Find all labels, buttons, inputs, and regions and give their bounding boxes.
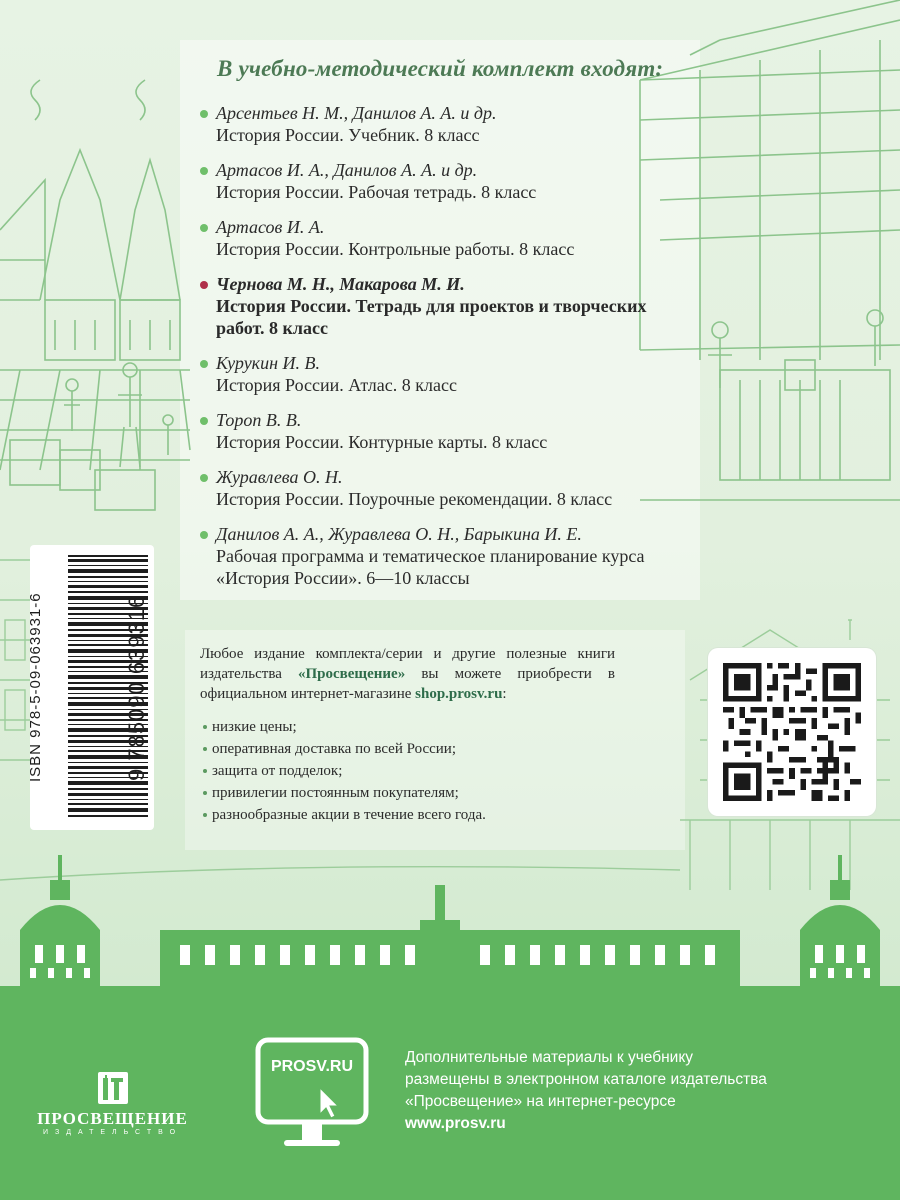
book-title: История России. Рабочая тетрадь. 8 класс	[216, 182, 537, 202]
bullet-dot-icon	[200, 474, 208, 482]
kit-heading: В учебно-методический комплект входят:	[217, 56, 664, 81]
shop-intro-text: вы можете приобрести в официальном интернет-магазине	[200, 666, 615, 702]
website-label: PROSV.RU	[270, 1058, 354, 1075]
info-line: «Просвещение» на интернет-ресурсе	[405, 1093, 676, 1110]
isbn-barcode-digits: 9 785090 639316	[124, 594, 149, 782]
bullet-dot-icon	[203, 791, 207, 795]
book-list	[200, 100, 760, 589]
book-title: История России. Контурные карты. 8 класс	[216, 432, 548, 452]
book-authors: Курукин И. В.	[216, 353, 321, 373]
publisher-name-logo: ПРОСВЕЩЕНИЕ	[37, 1109, 188, 1128]
benefit-text: оперативная доставка по всей России;	[212, 741, 456, 757]
bullet-dot-icon	[200, 531, 208, 539]
bullet-dot-icon	[200, 110, 208, 118]
book-authors: Арсентьев Н. М., Данилов А. А. и др.	[216, 103, 497, 123]
book-authors: Журавлева О. Н.	[216, 467, 343, 487]
benefit-item	[203, 716, 486, 738]
book-item	[200, 216, 760, 260]
bullet-dot-icon	[200, 224, 208, 232]
book-authors: Артасов И. А.	[216, 217, 325, 237]
info-line: Дополнительные материалы к учебнику	[405, 1049, 694, 1066]
book-item	[200, 466, 760, 510]
book-title: История России. Учебник. 8 класс	[216, 125, 480, 145]
book-title: История России. Контрольные работы. 8 класс	[216, 239, 575, 259]
computer-monitor-icon	[254, 1036, 370, 1158]
publisher-emblem-icon	[25, 1070, 200, 1110]
benefit-item	[203, 804, 486, 826]
bullet-dot-icon	[200, 360, 208, 368]
benefit-text: защита от подделок;	[212, 763, 343, 779]
isbn-label: ISBN 978-5-09-063931-6	[27, 592, 44, 783]
bullet-dot-icon	[200, 417, 208, 425]
shop-benefits-list	[203, 716, 486, 826]
benefit-text: разнообразные акции в течение всего года.	[212, 807, 486, 823]
bullet-dot-icon	[200, 167, 208, 175]
publisher-name: «Просвещение»	[298, 666, 406, 682]
bullet-dot-icon	[203, 769, 207, 773]
book-authors: Чернова М. Н., Макарова М. И.	[216, 274, 465, 294]
bullet-dot-icon	[203, 813, 207, 817]
shop-link[interactable]: shop.prosv.ru	[415, 686, 503, 702]
book-item	[200, 409, 760, 453]
featured-book-item	[200, 273, 760, 339]
publisher-logo	[25, 1070, 200, 1140]
book-title: История России. Атлас. 8 класс	[216, 375, 457, 395]
qr-code-icon	[723, 663, 861, 801]
bullet-dot-icon	[200, 281, 208, 289]
book-authors: Данилов А. А., Журавлева О. Н., Барыкина И. Е.	[216, 524, 582, 544]
book-authors: Артасов И. А., Данилов А. А. и др.	[216, 160, 478, 180]
book-item	[200, 523, 760, 589]
benefit-item	[203, 760, 486, 782]
shop-intro-text: Любое издание комплекта/серии и другие полезные книги издательства	[200, 646, 615, 682]
info-line: размещены в электронном каталоге издательства	[405, 1071, 767, 1088]
book-title: История России. Тетрадь для проектов и творческих работ. 8 класс	[216, 296, 647, 338]
book-item	[200, 352, 760, 396]
website-link[interactable]: www.prosv.ru	[405, 1115, 506, 1132]
book-authors: Тороп В. В.	[216, 410, 302, 430]
benefit-text: низкие цены;	[212, 719, 297, 735]
shop-intro-end: :	[502, 686, 507, 702]
shop-info	[200, 644, 615, 704]
book-title: История России. Поурочные рекомендации. 8 класс	[216, 489, 613, 509]
bullet-dot-icon	[203, 725, 207, 729]
qr-code[interactable]	[708, 648, 876, 816]
extra-materials-info	[405, 1047, 875, 1135]
benefit-item	[203, 738, 486, 760]
book-title: Рабочая программа и тематическое планирование курса «История России». 6—10 классы	[216, 546, 645, 588]
bullet-dot-icon	[203, 747, 207, 751]
benefit-text: привилегии постоянным покупателям;	[212, 785, 459, 801]
book-item	[200, 102, 760, 146]
publisher-subtitle: ИЗДАТЕЛЬСТВО	[42, 1129, 183, 1136]
book-item	[200, 159, 760, 203]
benefit-item	[203, 782, 486, 804]
